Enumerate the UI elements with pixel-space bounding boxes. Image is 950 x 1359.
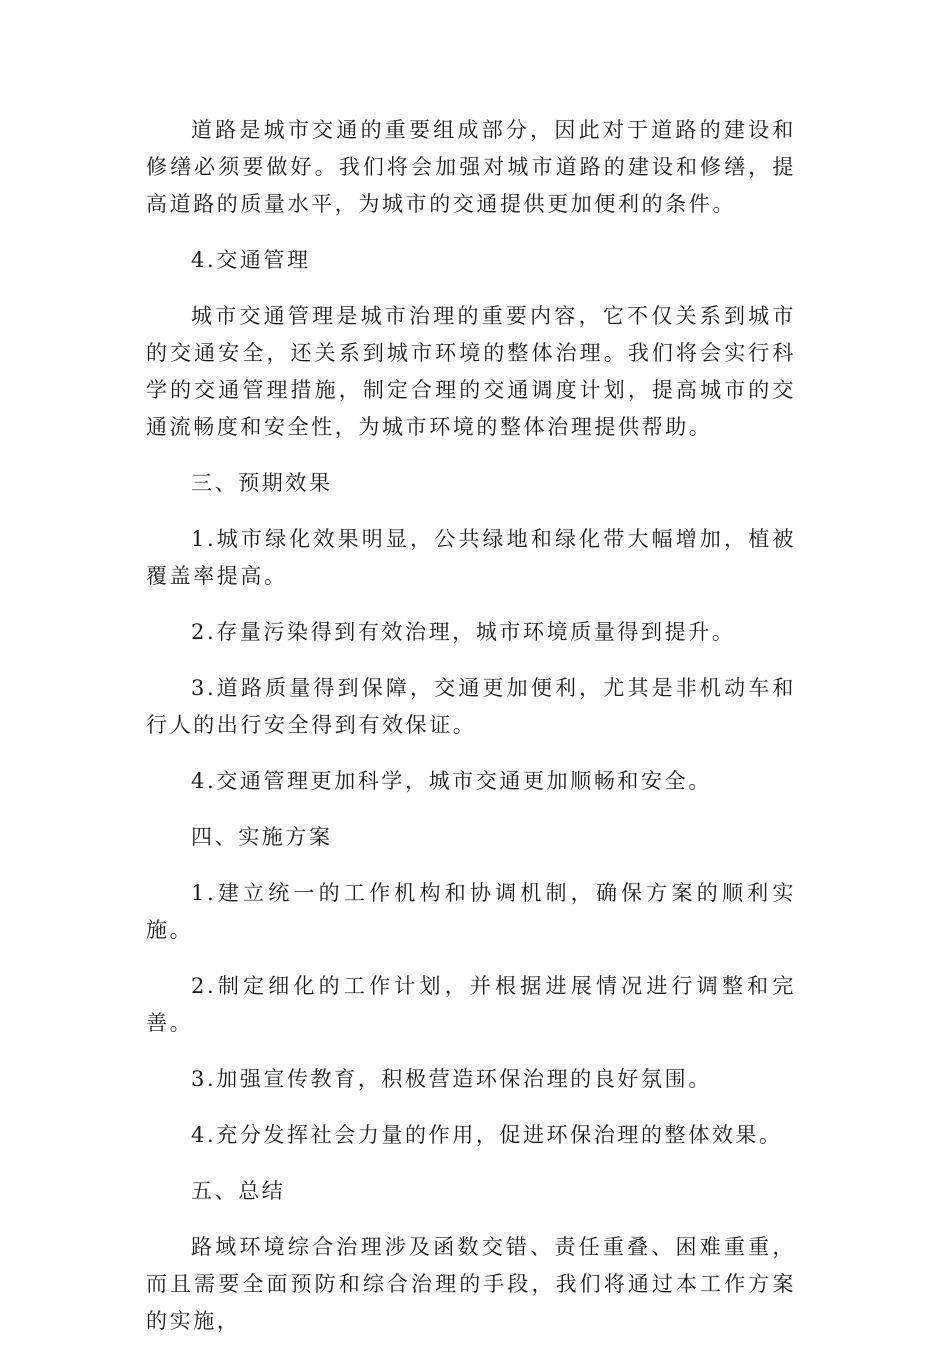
section-heading-summary: 五、总结 [191, 1179, 286, 1203]
section-heading-expected-results: 三、预期效果 [191, 471, 333, 495]
body-paragraph-road-construction: 道路是城市交通的重要组成部分，因此对于道路的建设和修缮必须要做好。我们将会加强对城市道路的建设和修缮，提高道路的质量水平，为城市的交通提供更加便利的条件。 [146, 118, 796, 216]
section-heading-traffic-management: 4.交通管理 [191, 248, 311, 272]
list-item-expected-4: 4.交通管理更加科学，城市交通更加顺畅和安全。 [191, 769, 712, 793]
list-item-expected-2: 2.存量污染得到有效治理，城市环境质量得到提升。 [191, 620, 736, 644]
section-heading-implementation-plan: 四、实施方案 [191, 825, 333, 849]
list-item-plan-2: 2.制定细化的工作计划，并根据进展情况进行调整和完善。 [146, 974, 796, 1035]
list-item-expected-1: 1.城市绿化效果明显，公共绿地和绿化带大幅增加，植被覆盖率提高。 [146, 527, 796, 588]
list-item-plan-3: 3.加强宣传教育，积极营造环保治理的良好氛围。 [191, 1067, 712, 1091]
body-paragraph-summary: 路域环境综合治理涉及函数交错、责任重叠、困难重重，而且需要全面预防和综合治理的手段，我们将通过本工作方案的实施， [146, 1235, 796, 1333]
list-item-expected-3: 3.道路质量得到保障，交通更加便利，尤其是非机动车和行人的出行安全得到有效保证。 [146, 676, 796, 737]
list-item-plan-4: 4.充分发挥社会力量的作用，促进环保治理的整体效果。 [191, 1123, 783, 1147]
body-paragraph-traffic-management: 城市交通管理是城市治理的重要内容，它不仅关系到城市的交通安全，还关系到城市环境的整体治理。我们将会实行科学的交通管理措施，制定合理的交通调度计划，提高城市的交通流畅度和安全性，为城市环境的整体治理提供帮助。 [146, 304, 796, 439]
list-item-plan-1: 1.建立统一的工作机构和协调机制，确保方案的顺利实施。 [146, 881, 796, 942]
document-page [146, 112, 796, 1359]
